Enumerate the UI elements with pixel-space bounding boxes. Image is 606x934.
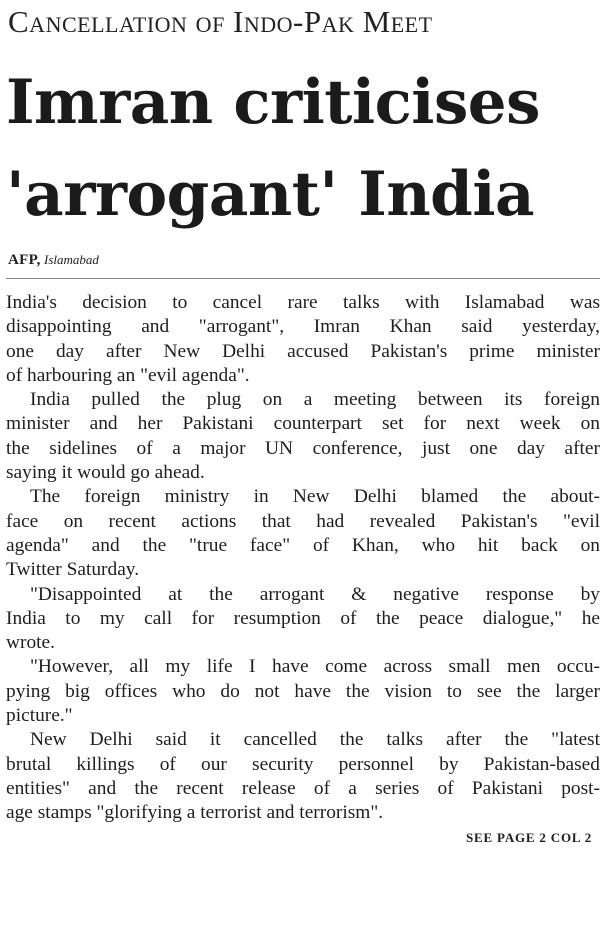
jump-line-text: SEE PAGE 2 COL 2: [466, 829, 592, 845]
headline-line-1: Imran criticises: [6, 67, 540, 138]
kicker: [8, 6, 600, 39]
paragraph: [6, 388, 600, 485]
text-line: face on recent actions that had revealed Pakistan's "evil: [6, 510, 600, 532]
text-line: "However, all my life I have come across small men occu-: [30, 656, 600, 678]
text-line: India pulled the plug on a meeting between its foreign: [30, 389, 600, 411]
text-line: picture.": [6, 705, 73, 727]
text-line: Twitter Saturday.: [6, 559, 140, 581]
paragraph: [6, 728, 600, 825]
text-line: New Delhi said it cancelled the talks after the "latest: [30, 729, 600, 751]
text-line: wrote.: [6, 632, 55, 654]
text-line: of harbouring an "evil agenda".: [6, 364, 250, 386]
paragraph: [6, 485, 600, 582]
text-line: brutal killings of our security personnel by Pakistan-based: [6, 753, 600, 775]
text-line: India to my call for resumption of the peace dialogue," he: [6, 607, 600, 629]
paragraph: [6, 583, 600, 656]
paragraph: [6, 655, 600, 728]
text-line: "Disappointed at the arrogant & negative response by: [30, 583, 600, 605]
text-line: saying it would go ahead.: [6, 462, 205, 484]
byline-location: Islamabad: [43, 252, 99, 267]
text-line: the sidelines of a major UN conference, just one day after: [6, 437, 600, 459]
text-line: disappointing and "arrogant", Imran Khan said yesterday,: [6, 316, 600, 338]
text-line: entities" and the recent release of a series of Pakistani post-: [6, 777, 600, 799]
continuation-jump-line: [6, 830, 600, 846]
kicker-text: Cancellation of Indo-Pak Meet: [8, 4, 433, 39]
text-line: agenda" and the "true face" of Khan, who hit back on: [6, 534, 600, 556]
text-line: one day after New Delhi accused Pakistan's prime minister: [6, 340, 600, 362]
headline: [6, 57, 600, 241]
text-line: pying big offices who do not have the vision to see the larger: [6, 680, 600, 702]
headline-line-2: 'arrogant' India: [6, 159, 535, 230]
text-line: age stamps "glorifying a terrorist and terrorism".: [6, 802, 384, 824]
byline-agency: AFP,: [8, 252, 41, 268]
text-line: The foreign ministry in New Delhi blamed the about-: [30, 486, 600, 508]
article-body: [6, 291, 600, 826]
text-line: minister and her Pakistani counterpart set for next week on: [6, 413, 600, 435]
paragraph: [6, 291, 600, 388]
divider: [6, 278, 600, 279]
text-line: India's decision to cancel rare talks with Islamabad was: [6, 292, 600, 313]
byline: [8, 251, 600, 269]
